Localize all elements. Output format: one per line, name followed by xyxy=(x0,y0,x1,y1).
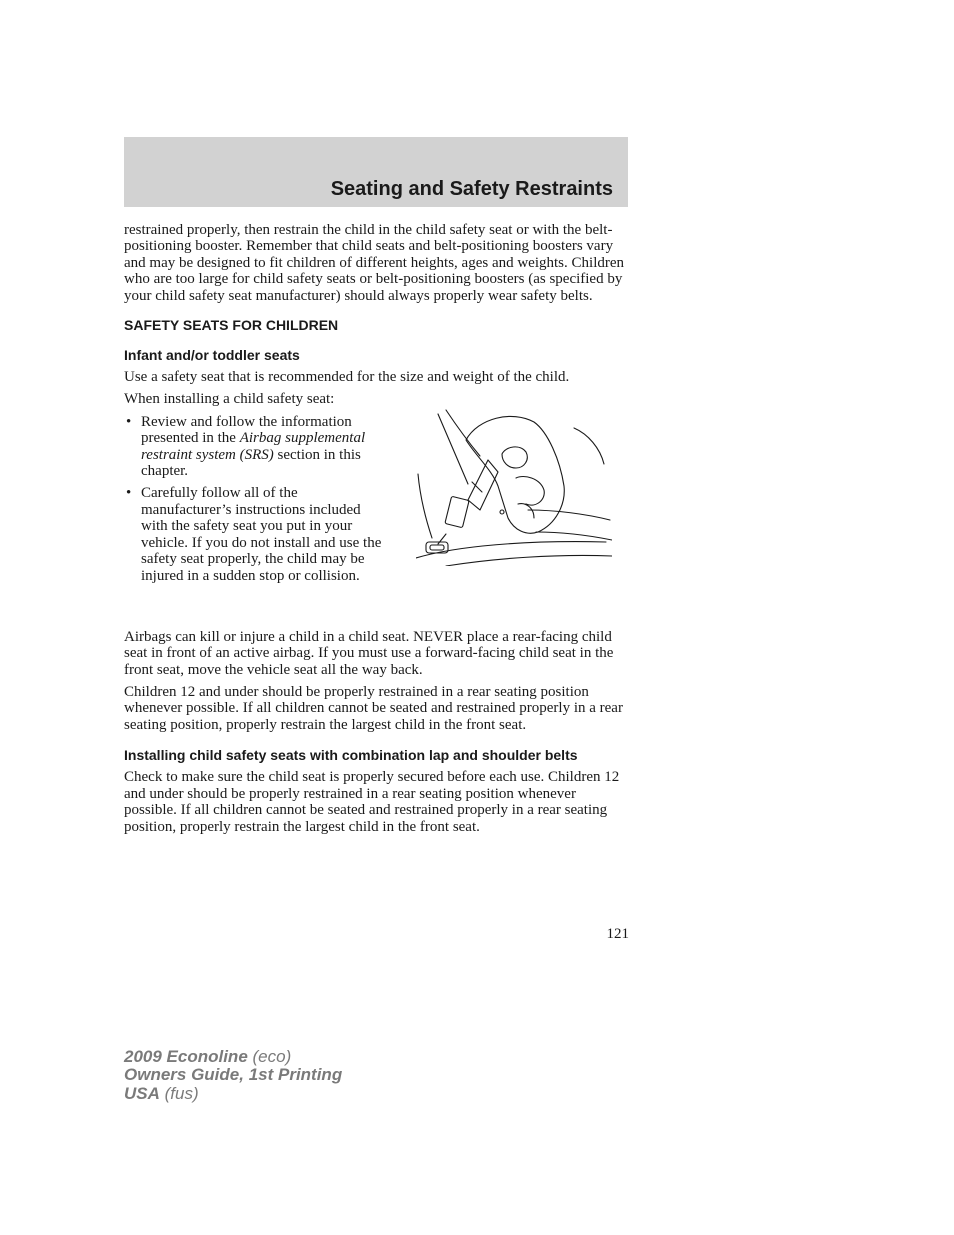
bullet-dot-icon: • xyxy=(126,413,132,430)
footer-model: 2009 Econoline xyxy=(124,1047,248,1066)
subheading-installing: Installing child safety seats with combination lap and shoulder belts xyxy=(124,747,578,764)
footer-guide: Owners Guide, 1st Printing xyxy=(124,1065,343,1085)
bullet-text-after: section in this chapter. xyxy=(141,446,361,480)
paragraph-when-installing: When installing a child safety seat: xyxy=(124,391,335,408)
bullet-text-italic: Airbag supplemental restraint system (SRS) xyxy=(141,430,366,463)
footer-edition-info xyxy=(124,1048,342,1103)
footer-market: USA xyxy=(124,1083,160,1103)
subheading-infant-toddler: Infant and/or toddler seats xyxy=(124,347,300,364)
paragraph-check-secured: Check to make sure the child seat is properly secured before each use. Children 12 and under should be properly restrained in a rear seating position whenever possible. If all children cannot be seated and restrained properly in a rear seating position, properly restrain the largest child in the front seat. xyxy=(124,769,620,835)
bullet-block xyxy=(124,414,630,623)
section-heading: SAFETY SEATS FOR CHILDREN xyxy=(124,317,339,334)
main-content xyxy=(124,222,630,841)
footer-model-code: (eco) xyxy=(252,1047,292,1066)
page-title: Seating and Safety Restraints xyxy=(330,178,613,200)
bullet-text: Carefully follow all of the manufacturer’s instructions included with the safety seat you put in your vehicle. If you do not install and use the safety seat properly, the child may be injured in a sudden stop or collision. xyxy=(141,485,382,584)
paragraph-children-rear: Children 12 and under should be properly restrained in a rear seating position whenever possible. If all children cannot be seated and restrained properly in a rear seating position, properly restrain the largest child in the front seat. xyxy=(124,684,623,733)
list-item xyxy=(124,485,384,583)
bullet-text-before: Review and follow the information presented in the xyxy=(141,413,352,447)
page-number: 121 xyxy=(606,926,629,942)
paragraph-size-weight: Use a safety seat that is recommended for the size and weight of the child. xyxy=(124,369,570,386)
intro-paragraph: restrained properly, then restrain the child in the child safety seat or with the belt-positioning booster. Remember that child seats and belt-positioning boosters vary and may be designed to fit children of different heights, ages and weights. Children who are too large for child safety seats or belt-positioning boosters (as specified by your child safety seat manufacturer) should always properly wear safety belts. xyxy=(124,222,625,304)
paragraph-airbags-warning: Airbags can kill or injure a child in a child seat. NEVER place a rear-facing child seat in front of an active airbag. If you must use a forward-facing child seat in the front seat, move the vehicle seat all the way back. xyxy=(124,628,614,678)
bullet-dot-icon: • xyxy=(126,485,132,502)
header-band xyxy=(124,137,628,207)
seat-belt-buckle-illustration xyxy=(416,408,612,566)
list-item xyxy=(124,414,384,480)
footer-market-code: (fus) xyxy=(164,1083,199,1103)
bullet-list xyxy=(124,414,384,584)
